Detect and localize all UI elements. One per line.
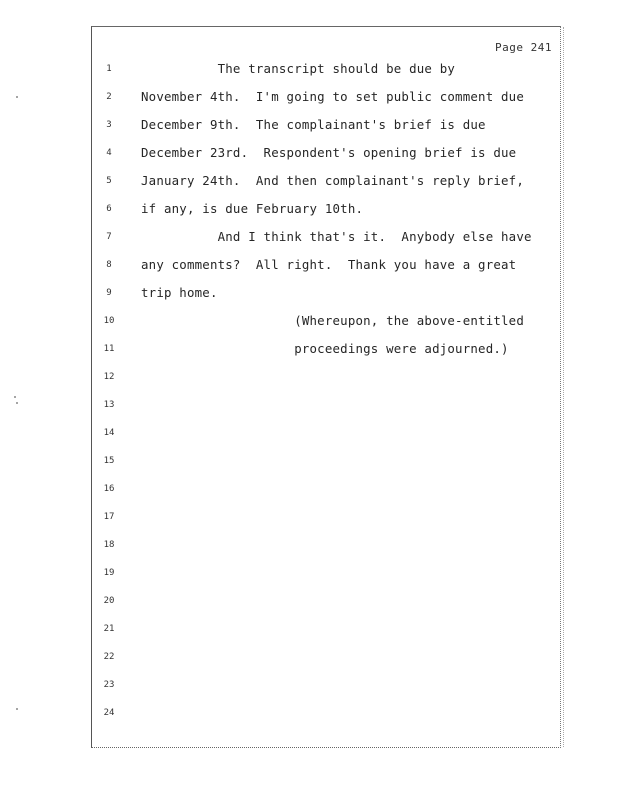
- line-text: any comments? All right. Thank you have a great: [141, 257, 517, 272]
- scan-speck: [16, 96, 18, 98]
- line-number: 13: [103, 400, 115, 410]
- transcript-line-10: [92, 313, 560, 333]
- line-text: The transcript should be due by: [141, 61, 456, 76]
- scan-speck: [14, 396, 16, 398]
- line-number: 10: [103, 316, 115, 326]
- line-number: 9: [106, 288, 112, 298]
- line-number: 19: [103, 568, 115, 578]
- transcript-line-18: [92, 537, 560, 557]
- transcript-lines: [92, 27, 560, 747]
- line-text: (Whereupon, the above-entitled: [141, 313, 524, 328]
- line-number: 4: [106, 148, 112, 158]
- line-number: 12: [103, 372, 115, 382]
- transcript-line-17: [92, 509, 560, 529]
- line-number: 11: [103, 344, 115, 354]
- line-number: 23: [103, 680, 115, 690]
- transcript-line-22: [92, 649, 560, 669]
- transcript-line-19: [92, 565, 560, 585]
- line-number: 20: [103, 596, 115, 606]
- transcript-line-13: [92, 397, 560, 417]
- line-number: 15: [103, 456, 115, 466]
- line-number: 18: [103, 540, 115, 550]
- line-number: 21: [103, 624, 115, 634]
- line-number: 6: [106, 204, 112, 214]
- transcript-line-12: [92, 369, 560, 389]
- transcript-line-6: [92, 201, 560, 221]
- line-number: 7: [106, 232, 112, 242]
- transcript-line-8: [92, 257, 560, 277]
- transcript-line-2: [92, 89, 560, 109]
- transcript-line-4: [92, 145, 560, 165]
- line-text: November 4th. I'm going to set public comment due: [141, 89, 524, 104]
- transcript-line-5: [92, 173, 560, 193]
- transcript-line-9: [92, 285, 560, 305]
- transcript-line-3: [92, 117, 560, 137]
- line-text: if any, is due February 10th.: [141, 201, 364, 216]
- scan-speck: [16, 708, 18, 710]
- line-text: trip home.: [141, 285, 218, 300]
- line-number: 2: [106, 92, 112, 102]
- transcript-line-23: [92, 677, 560, 697]
- line-text: January 24th. And then complainant's reply brief,: [141, 173, 524, 188]
- page-number: Page 241: [495, 41, 552, 54]
- transcript-line-1: [92, 61, 560, 81]
- transcript-line-21: [92, 621, 560, 641]
- transcript-line-16: [92, 481, 560, 501]
- line-number: 14: [103, 428, 115, 438]
- line-text: And I think that's it. Anybody else have: [141, 229, 532, 244]
- line-number: 22: [103, 652, 115, 662]
- line-text: December 9th. The complainant's brief is due: [141, 117, 486, 132]
- line-number: 16: [103, 484, 115, 494]
- transcript-line-24: [92, 705, 560, 725]
- line-text: proceedings were adjourned.): [141, 341, 509, 356]
- transcript-line-11: [92, 341, 560, 361]
- line-number: 8: [106, 260, 112, 270]
- line-number: 3: [106, 120, 112, 130]
- scan-speck: [16, 402, 18, 404]
- line-text: December 23rd. Respondent's opening brief is due: [141, 145, 517, 160]
- line-number: 5: [106, 176, 112, 186]
- line-number: 17: [103, 512, 115, 522]
- line-number: 1: [106, 64, 112, 74]
- transcript-page: [91, 26, 561, 748]
- transcript-line-7: [92, 229, 560, 249]
- transcript-line-15: [92, 453, 560, 473]
- line-number: 24: [103, 708, 115, 718]
- transcript-line-14: [92, 425, 560, 445]
- transcript-line-20: [92, 593, 560, 613]
